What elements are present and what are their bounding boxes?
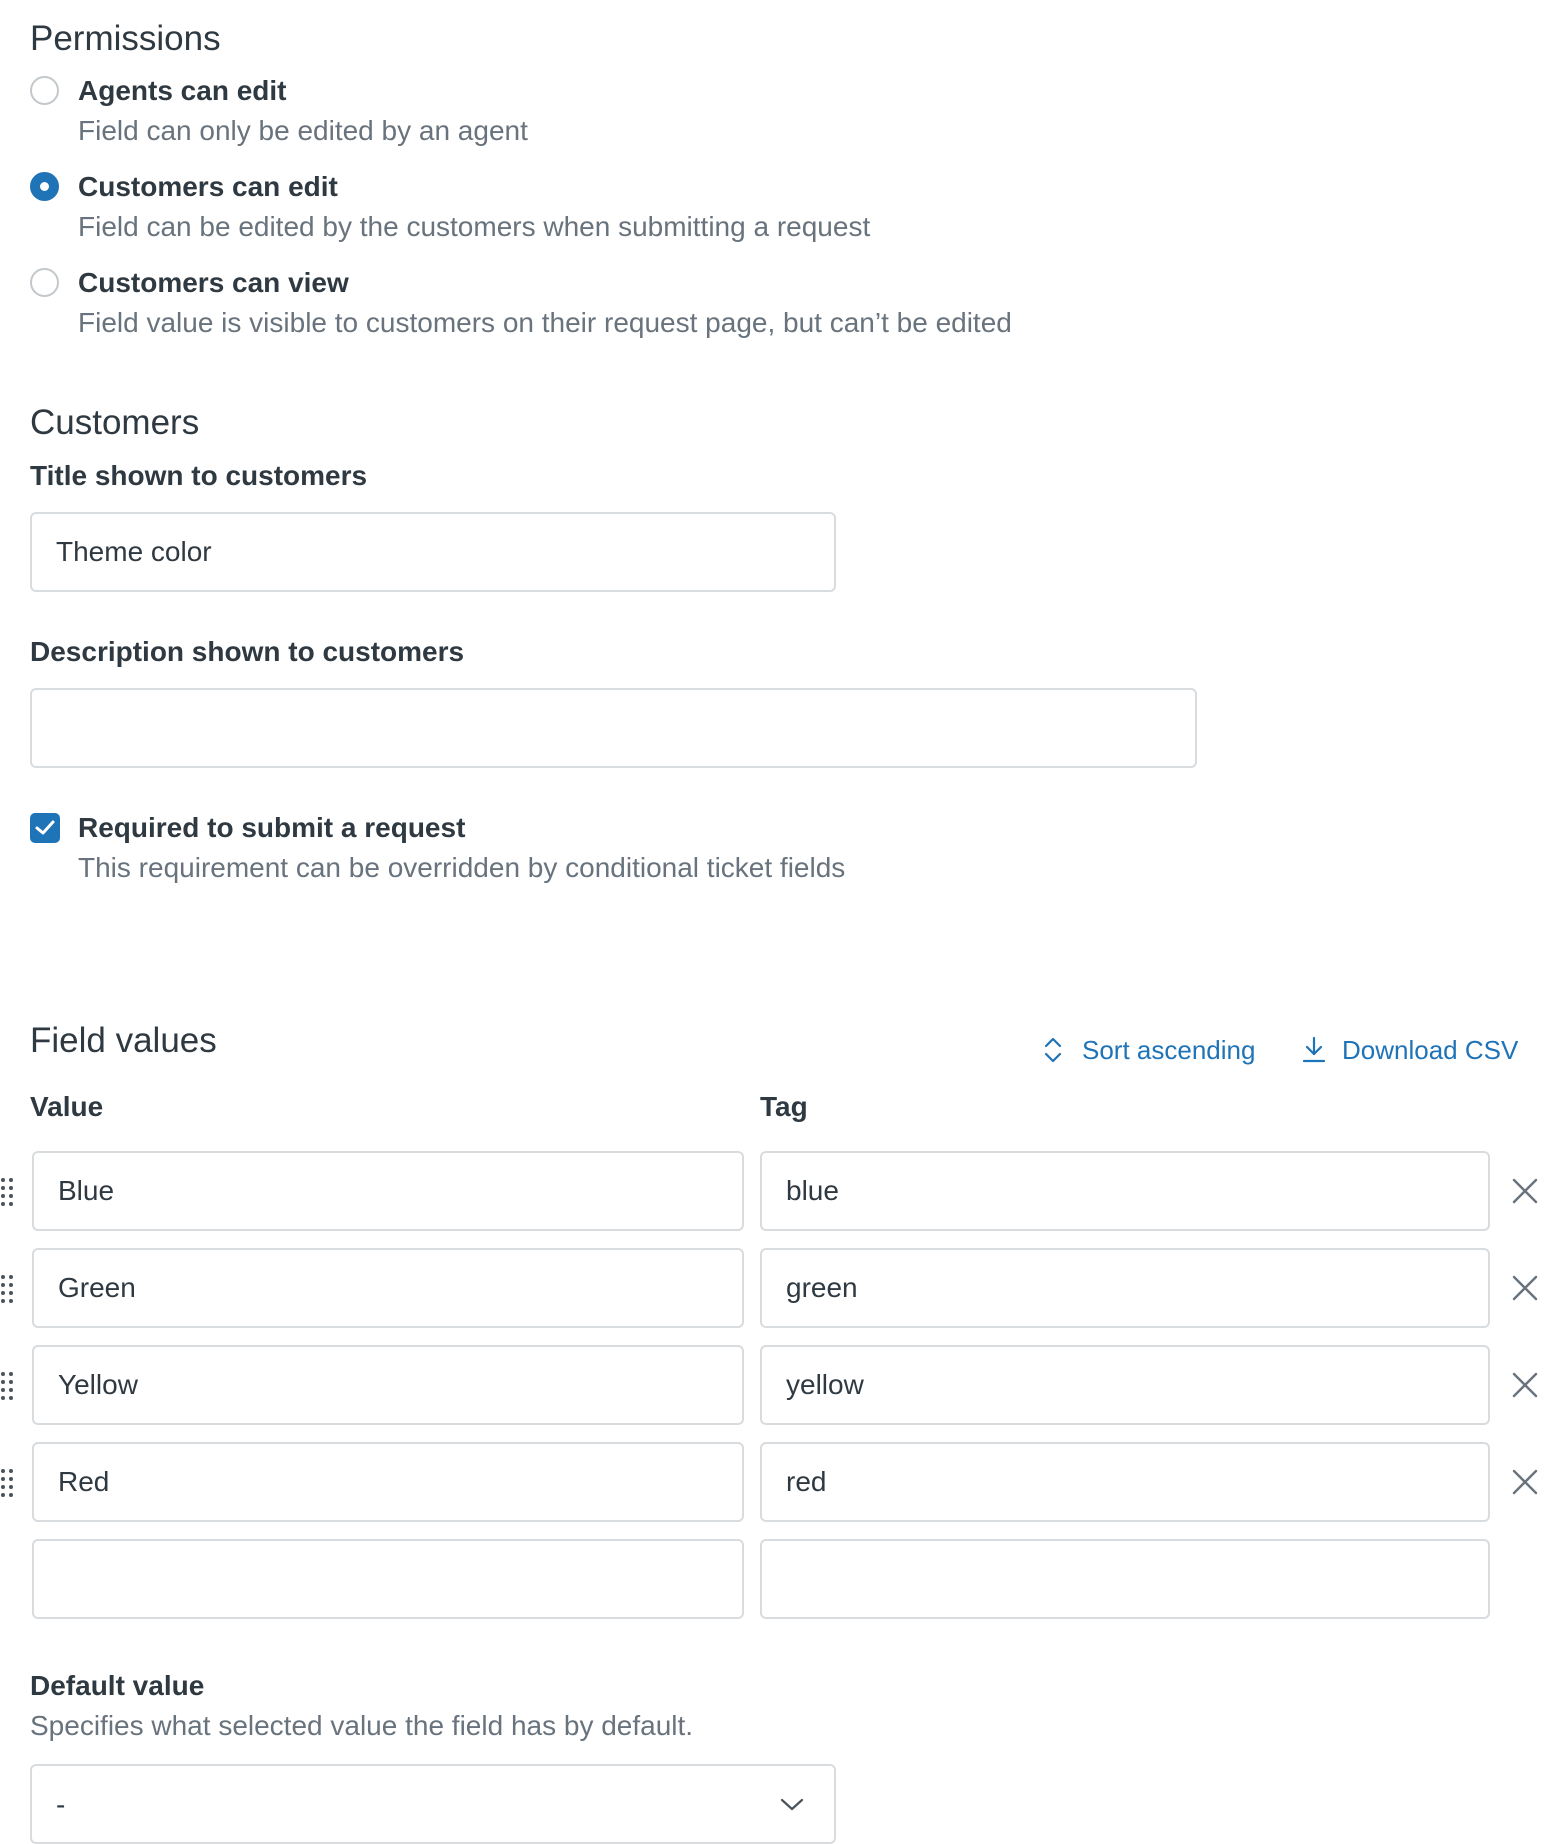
checkmark-icon (35, 819, 55, 837)
radio-customers-can-edit-label: Customers can edit (78, 171, 338, 202)
drag-handle-icon[interactable] (0, 1468, 16, 1498)
new-tag-input[interactable] (760, 1539, 1490, 1619)
value-column-header: Value (30, 1091, 104, 1122)
row-tag-input[interactable] (760, 1248, 1490, 1328)
default-value-hint: Specifies what selected value the field has by default. (30, 1710, 694, 1741)
close-icon[interactable] (1510, 1273, 1540, 1303)
radio-customers-can-edit-hint: Field can be edited by the customers when submitting a request (78, 211, 871, 242)
description-shown-input[interactable] (30, 688, 1197, 768)
drag-handle-icon[interactable] (0, 1274, 16, 1304)
required-checkbox[interactable] (30, 813, 60, 843)
sort-arrows-icon[interactable] (1043, 1036, 1063, 1069)
radio-agents-can-edit-input[interactable] (30, 76, 59, 105)
chevron-down-icon (778, 1790, 806, 1823)
radio-customers-can-view-label: Customers can view (78, 267, 349, 298)
radio-agents-can-edit-label: Agents can edit (78, 75, 287, 106)
drag-handle-icon[interactable] (0, 1371, 16, 1401)
row-tag-input[interactable] (760, 1345, 1490, 1425)
permissions-title: Permissions (30, 19, 221, 58)
customers-title: Customers (30, 403, 200, 442)
close-icon[interactable] (1510, 1176, 1540, 1206)
description-shown-label: Description shown to customers (30, 636, 465, 667)
radio-agents-can-edit-hint: Field can only be edited by an agent (78, 115, 528, 146)
required-label: Required to submit a request (78, 812, 466, 843)
row-tag-input[interactable] (760, 1442, 1490, 1522)
radio-customers-can-view-input[interactable] (30, 268, 59, 297)
drag-handle-icon[interactable] (0, 1177, 16, 1207)
close-icon[interactable] (1510, 1370, 1540, 1400)
download-icon[interactable] (1302, 1036, 1326, 1069)
sort-ascending-link[interactable]: Sort ascending (1082, 1035, 1256, 1065)
default-value-selected: - (56, 1789, 66, 1820)
close-icon[interactable] (1510, 1467, 1540, 1497)
row-value-input[interactable] (32, 1248, 744, 1328)
radio-customers-can-view-hint: Field value is visible to customers on their request page, but can’t be edited (78, 307, 1012, 338)
required-hint: This requirement can be overridden by conditional ticket fields (78, 852, 846, 883)
radio-customers-can-view[interactable] (30, 268, 1130, 348)
default-value-select[interactable] (30, 1764, 836, 1844)
title-shown-input[interactable] (30, 512, 836, 592)
tag-column-header: Tag (760, 1091, 808, 1122)
row-value-input[interactable] (32, 1345, 744, 1425)
radio-customers-can-edit-input[interactable] (30, 172, 59, 201)
radio-customers-can-edit[interactable] (30, 172, 1130, 252)
row-value-input[interactable] (32, 1442, 744, 1522)
default-value-label: Default value (30, 1670, 205, 1701)
field-values-title: Field values (30, 1021, 217, 1060)
download-csv-link[interactable]: Download CSV (1342, 1035, 1519, 1065)
new-value-input[interactable] (32, 1539, 744, 1619)
radio-agents-can-edit[interactable] (30, 76, 1130, 156)
row-tag-input[interactable] (760, 1151, 1490, 1231)
row-value-input[interactable] (32, 1151, 744, 1231)
title-shown-label: Title shown to customers (30, 460, 368, 491)
